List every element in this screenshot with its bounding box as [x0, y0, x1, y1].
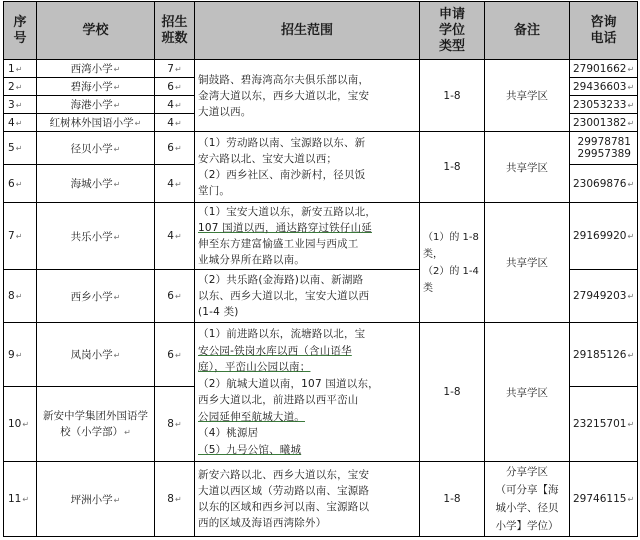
range-line: 安公园-铁岗水库以西（含山语华 — [198, 344, 352, 357]
range-cell-group5 — [195, 462, 420, 537]
paragraph-mark: ↵ — [627, 118, 635, 128]
phone-cell — [570, 96, 638, 114]
school-text: 西乡小学 — [70, 290, 113, 303]
school-text: 共乐小学 — [70, 230, 113, 243]
classes-cell — [155, 323, 195, 387]
header-seq — [4, 2, 37, 60]
range-line: （2）航城大道以南，107 国道以东， — [198, 377, 379, 390]
school-cell — [37, 387, 155, 462]
seq-cell — [4, 78, 37, 96]
range-line: （1）前进路以东，流塘路以北，宝 — [198, 328, 366, 340]
note-cell-group2: 共享学区 — [485, 132, 570, 203]
classes-text: 8 — [167, 418, 174, 430]
classes-cell — [155, 462, 195, 537]
range-line: 新安六路以北、西乡大道以东，宝安 — [198, 469, 370, 481]
header-degree-line: 类型 — [438, 38, 465, 54]
header-phone-line: 咨询 — [590, 14, 617, 30]
range-line: （2）西乡社区、南沙新村，径贝饭 — [198, 169, 366, 181]
classes-text: 6 — [167, 348, 174, 361]
phone-text: 29957389 — [577, 148, 631, 160]
seq-text: 9 — [8, 348, 15, 361]
range-line: 金湾大道以东，西乡大道以北，宝安 — [198, 89, 370, 102]
degree-line: （1）的 1-8 — [423, 231, 479, 243]
paragraph-mark: ↵ — [627, 82, 635, 92]
header-school: 学校 — [37, 2, 155, 60]
range-line: 大道以西区域（劳动路以南、宝源路 — [198, 485, 370, 497]
classes-cell — [155, 96, 195, 114]
paragraph-mark: ↵ — [174, 100, 182, 110]
paragraph-mark: ↵ — [174, 495, 182, 504]
school-text: 西湾小学 — [70, 63, 113, 75]
note-cell-group3: 共享学区 — [485, 203, 570, 323]
phone-cell — [570, 387, 638, 462]
school-cell — [37, 114, 155, 132]
phone-text: 29169920 — [573, 230, 627, 242]
range-line: 安六路以北、宝安大道以西； — [198, 153, 338, 165]
seq-cell — [4, 270, 37, 323]
classes-cell — [155, 203, 195, 270]
classes-text: 4 — [167, 230, 174, 242]
phone-cell — [570, 114, 638, 132]
header-classes — [155, 2, 195, 60]
seq-text: 5 — [8, 142, 15, 154]
enrollment-table — [3, 1, 638, 537]
range-line: 公园延伸至航城大道。 — [198, 410, 305, 423]
header-range: 招生范围 — [195, 2, 420, 60]
note-cell-group1: 共享学区 — [485, 60, 570, 132]
range-line: 以东的区域和西乡河以南、宝源路以 — [198, 501, 370, 513]
header-seq-line: 序 — [13, 14, 27, 30]
paragraph-mark: ↵ — [174, 82, 182, 92]
phone-text: 23215701 — [573, 418, 627, 430]
phone-cell — [570, 270, 638, 323]
range-line: 大道以西。 — [198, 105, 252, 118]
school-cell — [37, 323, 155, 387]
classes-text: 6 — [167, 142, 174, 154]
range-cell-group4 — [195, 323, 420, 462]
header-phone-line: 电话 — [590, 30, 617, 46]
paragraph-mark: ↵ — [134, 119, 142, 128]
seq-cell — [4, 323, 37, 387]
range-line: （1）宝安大道以东，新安五路以北， — [198, 206, 377, 218]
paragraph-mark: ↵ — [113, 495, 121, 505]
seq-cell — [4, 165, 37, 203]
paragraph-mark: ↵ — [113, 232, 121, 242]
paragraph-mark: ↵ — [627, 232, 635, 241]
degree-cell-group3 — [420, 203, 485, 323]
paragraph-mark: ↵ — [113, 292, 121, 302]
range-cell-group3a — [195, 203, 420, 270]
degree-line: 类， — [423, 248, 443, 260]
note-cell-group4: 共享学区 — [485, 323, 570, 462]
degree-cell-group2: 1-8 — [420, 132, 485, 203]
school-cell — [37, 132, 155, 165]
seq-cell — [4, 203, 37, 270]
paragraph-mark: ↵ — [15, 100, 23, 110]
paragraph-mark: ↵ — [627, 292, 635, 301]
classes-text: 6 — [167, 290, 174, 302]
school-cell — [37, 60, 155, 78]
range-line: 堂门。 — [198, 185, 231, 197]
paragraph-mark: ↵ — [22, 420, 30, 429]
seq-text: 6 — [8, 177, 15, 190]
phone-text: 23069876 — [573, 177, 627, 190]
range-cell-group1 — [195, 60, 420, 132]
school-text: 坪洲小学 — [70, 493, 113, 506]
phone-text: 29436603 — [573, 80, 627, 93]
classes-text: 4 — [167, 98, 174, 111]
paragraph-mark: ↵ — [15, 179, 23, 189]
seq-cell — [4, 387, 37, 462]
paragraph-mark: ↵ — [174, 179, 182, 189]
note-cell-group5 — [485, 462, 570, 537]
phone-text: 29746115 — [573, 493, 627, 505]
classes-text: 7 — [167, 62, 174, 75]
seq-text: 1 — [8, 62, 15, 75]
paragraph-mark: ↵ — [174, 420, 182, 429]
range-line: 铜鼓路、碧海湾高尔夫俱乐部以南， — [198, 73, 370, 86]
header-phone — [570, 2, 638, 60]
school-text: 红树林外国语小学 — [49, 117, 134, 129]
paragraph-mark: ↵ — [15, 82, 23, 92]
range-line: (1-4 类) — [198, 306, 239, 318]
range-line: （4）桃源居 — [198, 427, 259, 439]
phone-text: 27949203 — [573, 290, 627, 302]
phone-cell — [570, 165, 638, 203]
seq-cell — [4, 462, 37, 537]
seq-text: 8 — [8, 290, 15, 302]
range-line: 庭），平峦山公园以南； — [198, 361, 311, 373]
school-text: 海港小学 — [70, 99, 113, 111]
header-degree-line: 申请 — [438, 6, 465, 22]
note-line: （可分享【海 — [495, 484, 559, 496]
phone-cell — [570, 462, 638, 537]
classes-text: 6 — [167, 80, 174, 93]
classes-cell — [155, 132, 195, 165]
range-line: 西乡大道以北，前进路以西平峦山 — [198, 394, 359, 406]
paragraph-mark: ↵ — [627, 100, 635, 110]
paragraph-mark: ↵ — [15, 292, 23, 301]
seq-cell — [4, 60, 37, 78]
paragraph-mark: ↵ — [174, 144, 182, 153]
phone-cell — [570, 203, 638, 270]
paragraph-mark: ↵ — [627, 64, 635, 74]
note-line: 城小学、径贝 — [495, 502, 559, 514]
seq-cell — [4, 132, 37, 165]
range-line: （5）九号公馆、曦城 — [198, 443, 302, 456]
paragraph-mark: ↵ — [22, 495, 30, 504]
header-classes-line: 招生 — [161, 14, 188, 30]
school-text: 径贝小学 — [70, 142, 113, 155]
table-row — [4, 462, 638, 537]
paragraph-mark: ↵ — [15, 232, 23, 241]
seq-text: 10 — [8, 418, 22, 430]
paragraph-mark: ↵ — [15, 350, 23, 360]
paragraph-mark: ↵ — [113, 180, 121, 189]
phone-cell — [570, 60, 638, 78]
degree-cell-group5: 1-8 — [420, 462, 485, 537]
classes-cell — [155, 114, 195, 132]
phone-cell — [570, 323, 638, 387]
range-line: 伸至东方建富愉盛工业园与西成工 — [198, 238, 359, 250]
paragraph-mark: ↵ — [15, 64, 23, 74]
degree-cell-group4: 1-8 — [420, 323, 485, 462]
paragraph-mark: ↵ — [113, 144, 121, 154]
school-text: 凤岗小学 — [70, 349, 113, 361]
school-text: 新安中学集团外国语学校（小学部） — [43, 409, 148, 438]
seq-text: 4 — [8, 116, 15, 129]
seq-cell — [4, 96, 37, 114]
table-row — [4, 60, 638, 78]
seq-text: 11 — [8, 493, 22, 505]
seq-cell — [4, 114, 37, 132]
range-line: 以东、西乡大道以北，宝安大道以西 — [198, 290, 370, 302]
paragraph-mark: ↵ — [627, 350, 635, 360]
school-cell — [37, 165, 155, 203]
paragraph-mark: ↵ — [174, 232, 182, 241]
range-line: （2）共乐路(金海路)以南、新湖路 — [198, 274, 364, 286]
paragraph-mark: ↵ — [174, 350, 182, 360]
school-cell — [37, 96, 155, 114]
seq-text: 7 — [8, 230, 15, 242]
phone-text: 29978781 — [577, 136, 631, 148]
school-text: 碧海小学 — [70, 81, 113, 93]
paragraph-mark: ↵ — [627, 420, 635, 429]
degree-line: 类 — [423, 282, 433, 294]
phone-text: 23001382 — [573, 116, 627, 129]
classes-text: 4 — [167, 116, 174, 129]
school-cell — [37, 78, 155, 96]
classes-text: 8 — [167, 493, 174, 505]
header-row — [4, 2, 638, 60]
classes-cell — [155, 60, 195, 78]
paragraph-mark: ↵ — [124, 427, 131, 437]
classes-cell — [155, 270, 195, 323]
header-classes-line: 班数 — [161, 30, 188, 46]
header-note: 备注 — [485, 2, 570, 60]
paragraph-mark: ↵ — [174, 118, 182, 128]
degree-line: （2）的 1-4 — [423, 265, 479, 277]
range-line: （1）劳动路以南、宝源路以东、新 — [198, 137, 366, 149]
range-line: 业城分界所在路以南。 — [198, 254, 305, 266]
paragraph-mark: ↵ — [113, 65, 121, 74]
note-line: 分享学区 — [506, 466, 548, 478]
seq-text: 3 — [8, 98, 15, 111]
paragraph-mark: ↵ — [174, 292, 182, 301]
header-degree-line: 学位 — [438, 22, 465, 38]
paragraph-mark: ↵ — [174, 64, 182, 74]
range-line: 107 国道以西，通达路穿过铁仔山延 — [198, 222, 372, 234]
table-row — [4, 203, 638, 270]
phone-cell — [570, 78, 638, 96]
range-line: 西的区域及海语西湾除外） — [198, 517, 327, 529]
note-line: 小学】学位） — [495, 520, 559, 532]
paragraph-mark: ↵ — [113, 83, 121, 92]
phone-text: 23053233 — [573, 98, 627, 111]
school-cell — [37, 203, 155, 270]
school-cell — [37, 270, 155, 323]
phone-text: 27901662 — [573, 62, 627, 75]
paragraph-mark: ↵ — [113, 101, 121, 110]
paragraph-mark: ↵ — [15, 144, 23, 153]
table-row — [4, 132, 638, 165]
paragraph-mark: ↵ — [113, 351, 121, 360]
classes-text: 4 — [167, 177, 174, 190]
classes-cell — [155, 387, 195, 462]
phone-text: 29185126 — [573, 348, 627, 361]
header-seq-line: 号 — [13, 30, 27, 46]
degree-cell-group1: 1-8 — [420, 60, 485, 132]
classes-cell — [155, 165, 195, 203]
school-cell — [37, 462, 155, 537]
phone-cell — [570, 132, 638, 165]
header-degree — [420, 2, 485, 60]
seq-text: 2 — [8, 80, 15, 93]
classes-cell — [155, 78, 195, 96]
school-text: 海城小学 — [70, 178, 113, 190]
table-row — [4, 323, 638, 387]
range-cell-group2 — [195, 132, 420, 203]
paragraph-mark: ↵ — [627, 179, 635, 189]
paragraph-mark: ↵ — [15, 118, 23, 128]
range-cell-group3b — [195, 270, 420, 323]
paragraph-mark: ↵ — [627, 495, 635, 504]
